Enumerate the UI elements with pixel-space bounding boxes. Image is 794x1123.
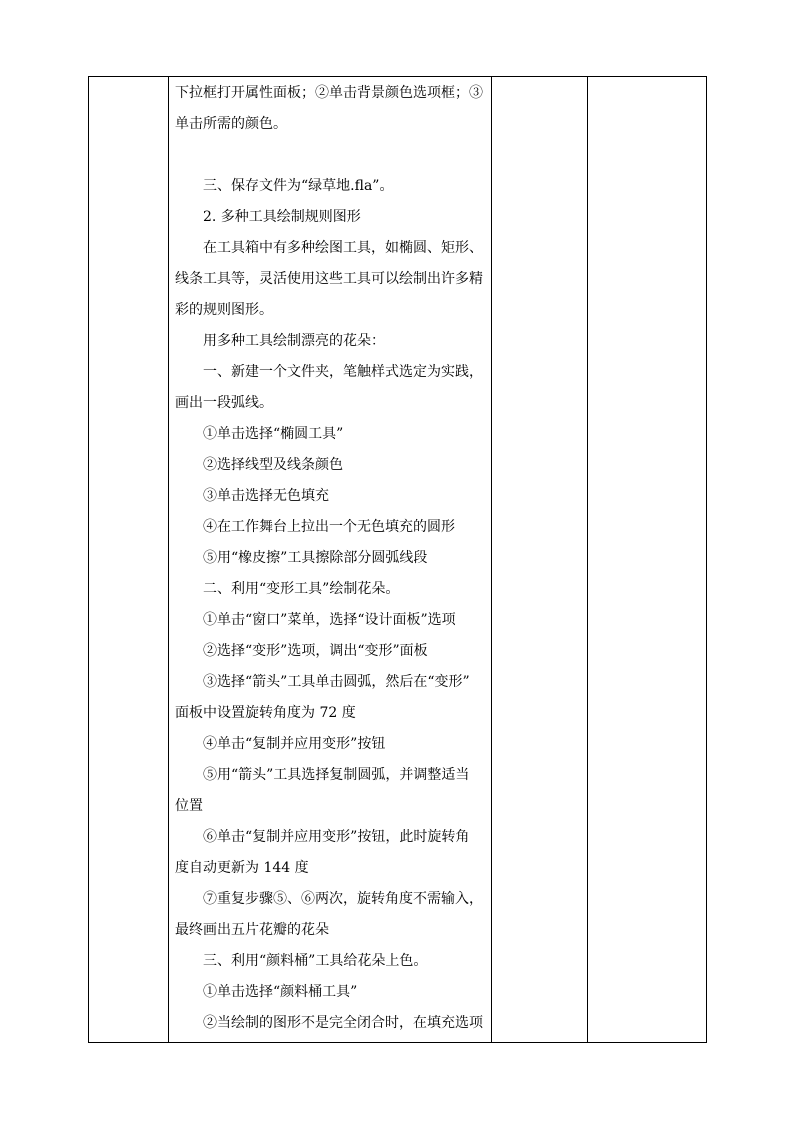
step-item: ④单击“复制并应用变形”按钮 [203,736,386,752]
step-item: ⑤用“箭头”工具选择复制圆弧，并调整适当 [203,767,470,783]
lesson-table [88,76,707,1043]
text-line: 在工具箱中有多种绘图工具，如椭圆、矩形、 [203,240,483,256]
step-item: ④在工作舞台上拉出一个无色填充的圆形 [203,519,455,535]
column-divider [587,77,588,1042]
step-item: ⑦重复步骤⑤、⑥两次，旋转角度不需输入， [203,891,483,907]
text-line: 面板中设置旋转角度为 72 度 [175,705,356,721]
section-heading: 2. 多种工具绘制规则图形 [203,209,361,225]
text-line: 最终画出五片花瓣的花朵 [175,922,329,938]
text-line: 单击所需的颜色。 [175,116,287,132]
text-line: 线条工具等，灵活使用这些工具可以绘制出许多精 [175,271,483,287]
step-item: ⑥单击“复制并应用变形”按钮，此时旋转角 [203,829,470,845]
text-line: 一、新建一个文件夹，笔触样式选定为实践， [203,364,483,380]
text-line: 二、利用“变形工具”绘制花朵。 [203,581,400,597]
column-divider [491,77,492,1042]
text-line: 用多种工具绘制漂亮的花朵： [203,333,385,349]
text-line: 三、利用“颜料桶”工具给花朵上色。 [203,953,428,969]
text-line: 位置 [175,798,203,814]
step-item: ③单击选择无色填充 [203,488,329,504]
step-item: ②选择“变形”选项，调出“变形”面板 [203,643,428,659]
text-line: 度自动更新为 144 度 [175,860,309,876]
step-item: ①单击“窗口”菜单，选择“设计面板”选项 [203,612,456,628]
text-line: 下拉框打开属性面板；②单击背景颜色选项框；③ [175,85,483,101]
column-divider [168,77,169,1042]
step-item: ①单击选择“椭圆工具” [203,426,344,442]
step-item: ②选择线型及线条颜色 [203,457,343,473]
step-item: ①单击选择“颜料桶工具” [203,984,358,1000]
text-line: 彩的规则图形。 [175,302,273,318]
step-item: ②当绘制的图形不是完全闭合时，在填充选项 [203,1015,483,1031]
step-item: ⑤用“橡皮擦”工具擦除部分圆弧线段 [203,550,428,566]
step-item: ③选择“箭头”工具单击圆弧，然后在“变形” [203,674,470,690]
text-line: 三、保存文件为“绿草地.fla”。 [203,178,394,194]
text-line: 画出一段弧线。 [175,395,273,411]
